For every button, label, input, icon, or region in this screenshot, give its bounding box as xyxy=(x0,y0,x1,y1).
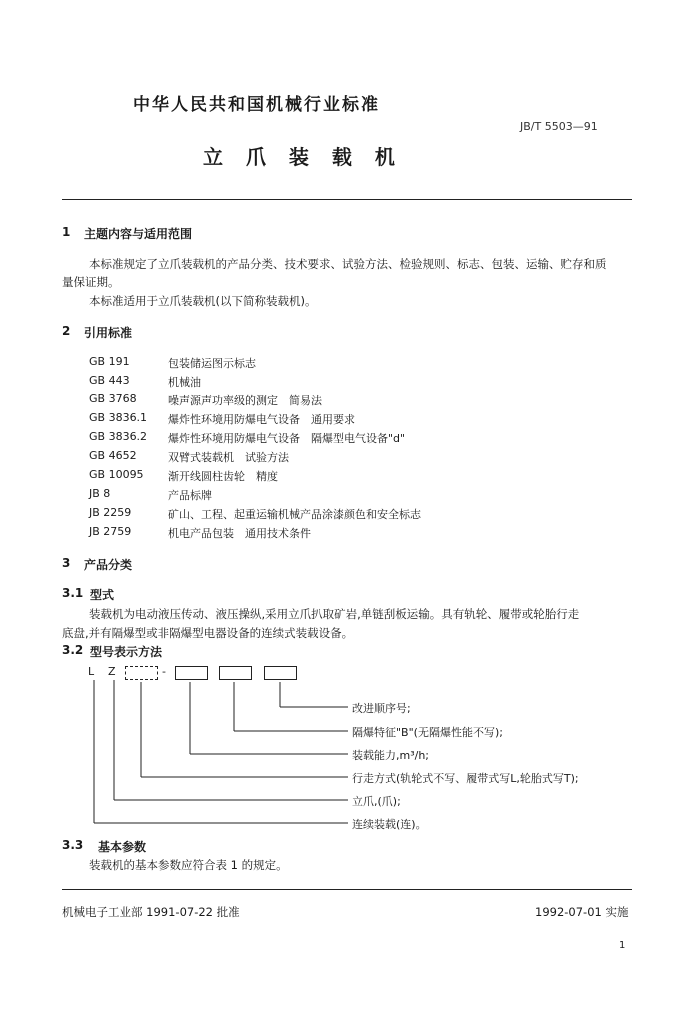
reference-title: 爆炸性环境用防爆电气设备 隔爆型电气设备"d" xyxy=(168,432,406,445)
section-3-1-title: 型式 xyxy=(90,588,115,602)
section-3-1-line-1: 装载机为电动液压传动、液压操纵,采用立爪扒取矿岩,单链刮板运输。具有轨轮、履带或轮胎行走 xyxy=(89,607,580,621)
label-walking-type: 行走方式(轨轮式不写、履带式写L,轮胎式写T); xyxy=(352,772,579,785)
capacity-box xyxy=(175,666,208,680)
walking-type-box xyxy=(125,666,158,680)
reference-title: 机械油 xyxy=(168,376,201,389)
section-3-3-number: 3.3 xyxy=(62,838,84,852)
issuing-organization: 中华人民共和国机械行业标准 xyxy=(133,95,380,115)
label-revision-number: 改进顺序号; xyxy=(352,702,411,715)
reference-code: GB 191 xyxy=(89,355,130,368)
reference-code: GB 3836.1 xyxy=(89,411,148,424)
reference-title: 爆炸性环境用防爆电气设备 通用要求 xyxy=(168,413,355,426)
document-title: 立 爪 装 载 机 xyxy=(203,145,403,169)
model-letter-z: Z xyxy=(108,665,116,678)
implementation-date: 1992-07-01 实施 xyxy=(535,905,629,919)
label-explosion-proof: 隔爆特征"B"(无隔爆性能不写); xyxy=(352,726,503,739)
reference-title: 矿山、工程、起重运输机械产品涂漆颜色和安全标志 xyxy=(168,508,421,521)
reference-title: 双臂式装载机 试验方法 xyxy=(168,451,289,464)
section-3-1-number: 3.1 xyxy=(62,586,84,600)
reference-title: 渐开线圆柱齿轮 精度 xyxy=(168,470,278,483)
section-1-paragraph-1-line-2: 量保证期。 xyxy=(62,275,120,289)
section-2-number: 2 xyxy=(62,324,71,338)
section-1-title: 主题内容与适用范围 xyxy=(84,227,193,241)
reference-code: GB 443 xyxy=(89,374,130,387)
section-1-number: 1 xyxy=(62,225,71,239)
section-1-paragraph-2: 本标准适用于立爪装载机(以下简称装载机)。 xyxy=(89,294,317,308)
approval-line: 机械电子工业部 1991-07-22 批准 xyxy=(62,905,240,919)
section-3-3-text: 装载机的基本参数应符合表 1 的规定。 xyxy=(89,858,288,872)
reference-title: 机电产品包装 通用技术条件 xyxy=(168,527,311,540)
label-continuous-loading: 连续装载(连)。 xyxy=(352,818,427,831)
explosion-proof-box xyxy=(219,666,252,680)
label-vertical-claw: 立爪,(爪); xyxy=(352,795,401,808)
reference-code: GB 4652 xyxy=(89,449,137,462)
section-3-number: 3 xyxy=(62,556,71,570)
reference-code: JB 2259 xyxy=(89,506,132,519)
label-loading-capacity: 装载能力,m³/h; xyxy=(352,749,430,762)
section-3-2-title: 型号表示方法 xyxy=(90,645,163,659)
model-dash: - xyxy=(162,665,166,678)
reference-title: 噪声源声功率级的测定 简易法 xyxy=(168,394,322,407)
reference-code: GB 3768 xyxy=(89,392,137,405)
reference-title: 包装储运图示标志 xyxy=(168,357,256,370)
standard-code: JB/T 5503—91 xyxy=(520,120,598,133)
reference-code: GB 3836.2 xyxy=(89,430,148,443)
section-3-1-line-2: 底盘,并有隔爆型或非隔爆型电器设备的连续式装载设备。 xyxy=(62,626,354,640)
section-3-title: 产品分类 xyxy=(84,558,133,572)
reference-title: 产品标牌 xyxy=(168,489,212,502)
section-2-title: 引用标准 xyxy=(84,326,133,340)
reference-code: GB 10095 xyxy=(89,468,144,481)
revision-box xyxy=(264,666,297,680)
section-1-paragraph-1-line-1: 本标准规定了立爪装载机的产品分类、技术要求、试验方法、检验规则、标志、包装、运输、贮存和质 xyxy=(89,257,607,271)
reference-code: JB 8 xyxy=(89,487,111,500)
reference-code: JB 2759 xyxy=(89,525,132,538)
section-3-2-number: 3.2 xyxy=(62,643,84,657)
section-3-3-title: 基本参数 xyxy=(98,840,147,854)
model-letter-l: L xyxy=(88,665,95,678)
footer-rule xyxy=(62,889,632,890)
page-number: 1 xyxy=(619,940,626,951)
